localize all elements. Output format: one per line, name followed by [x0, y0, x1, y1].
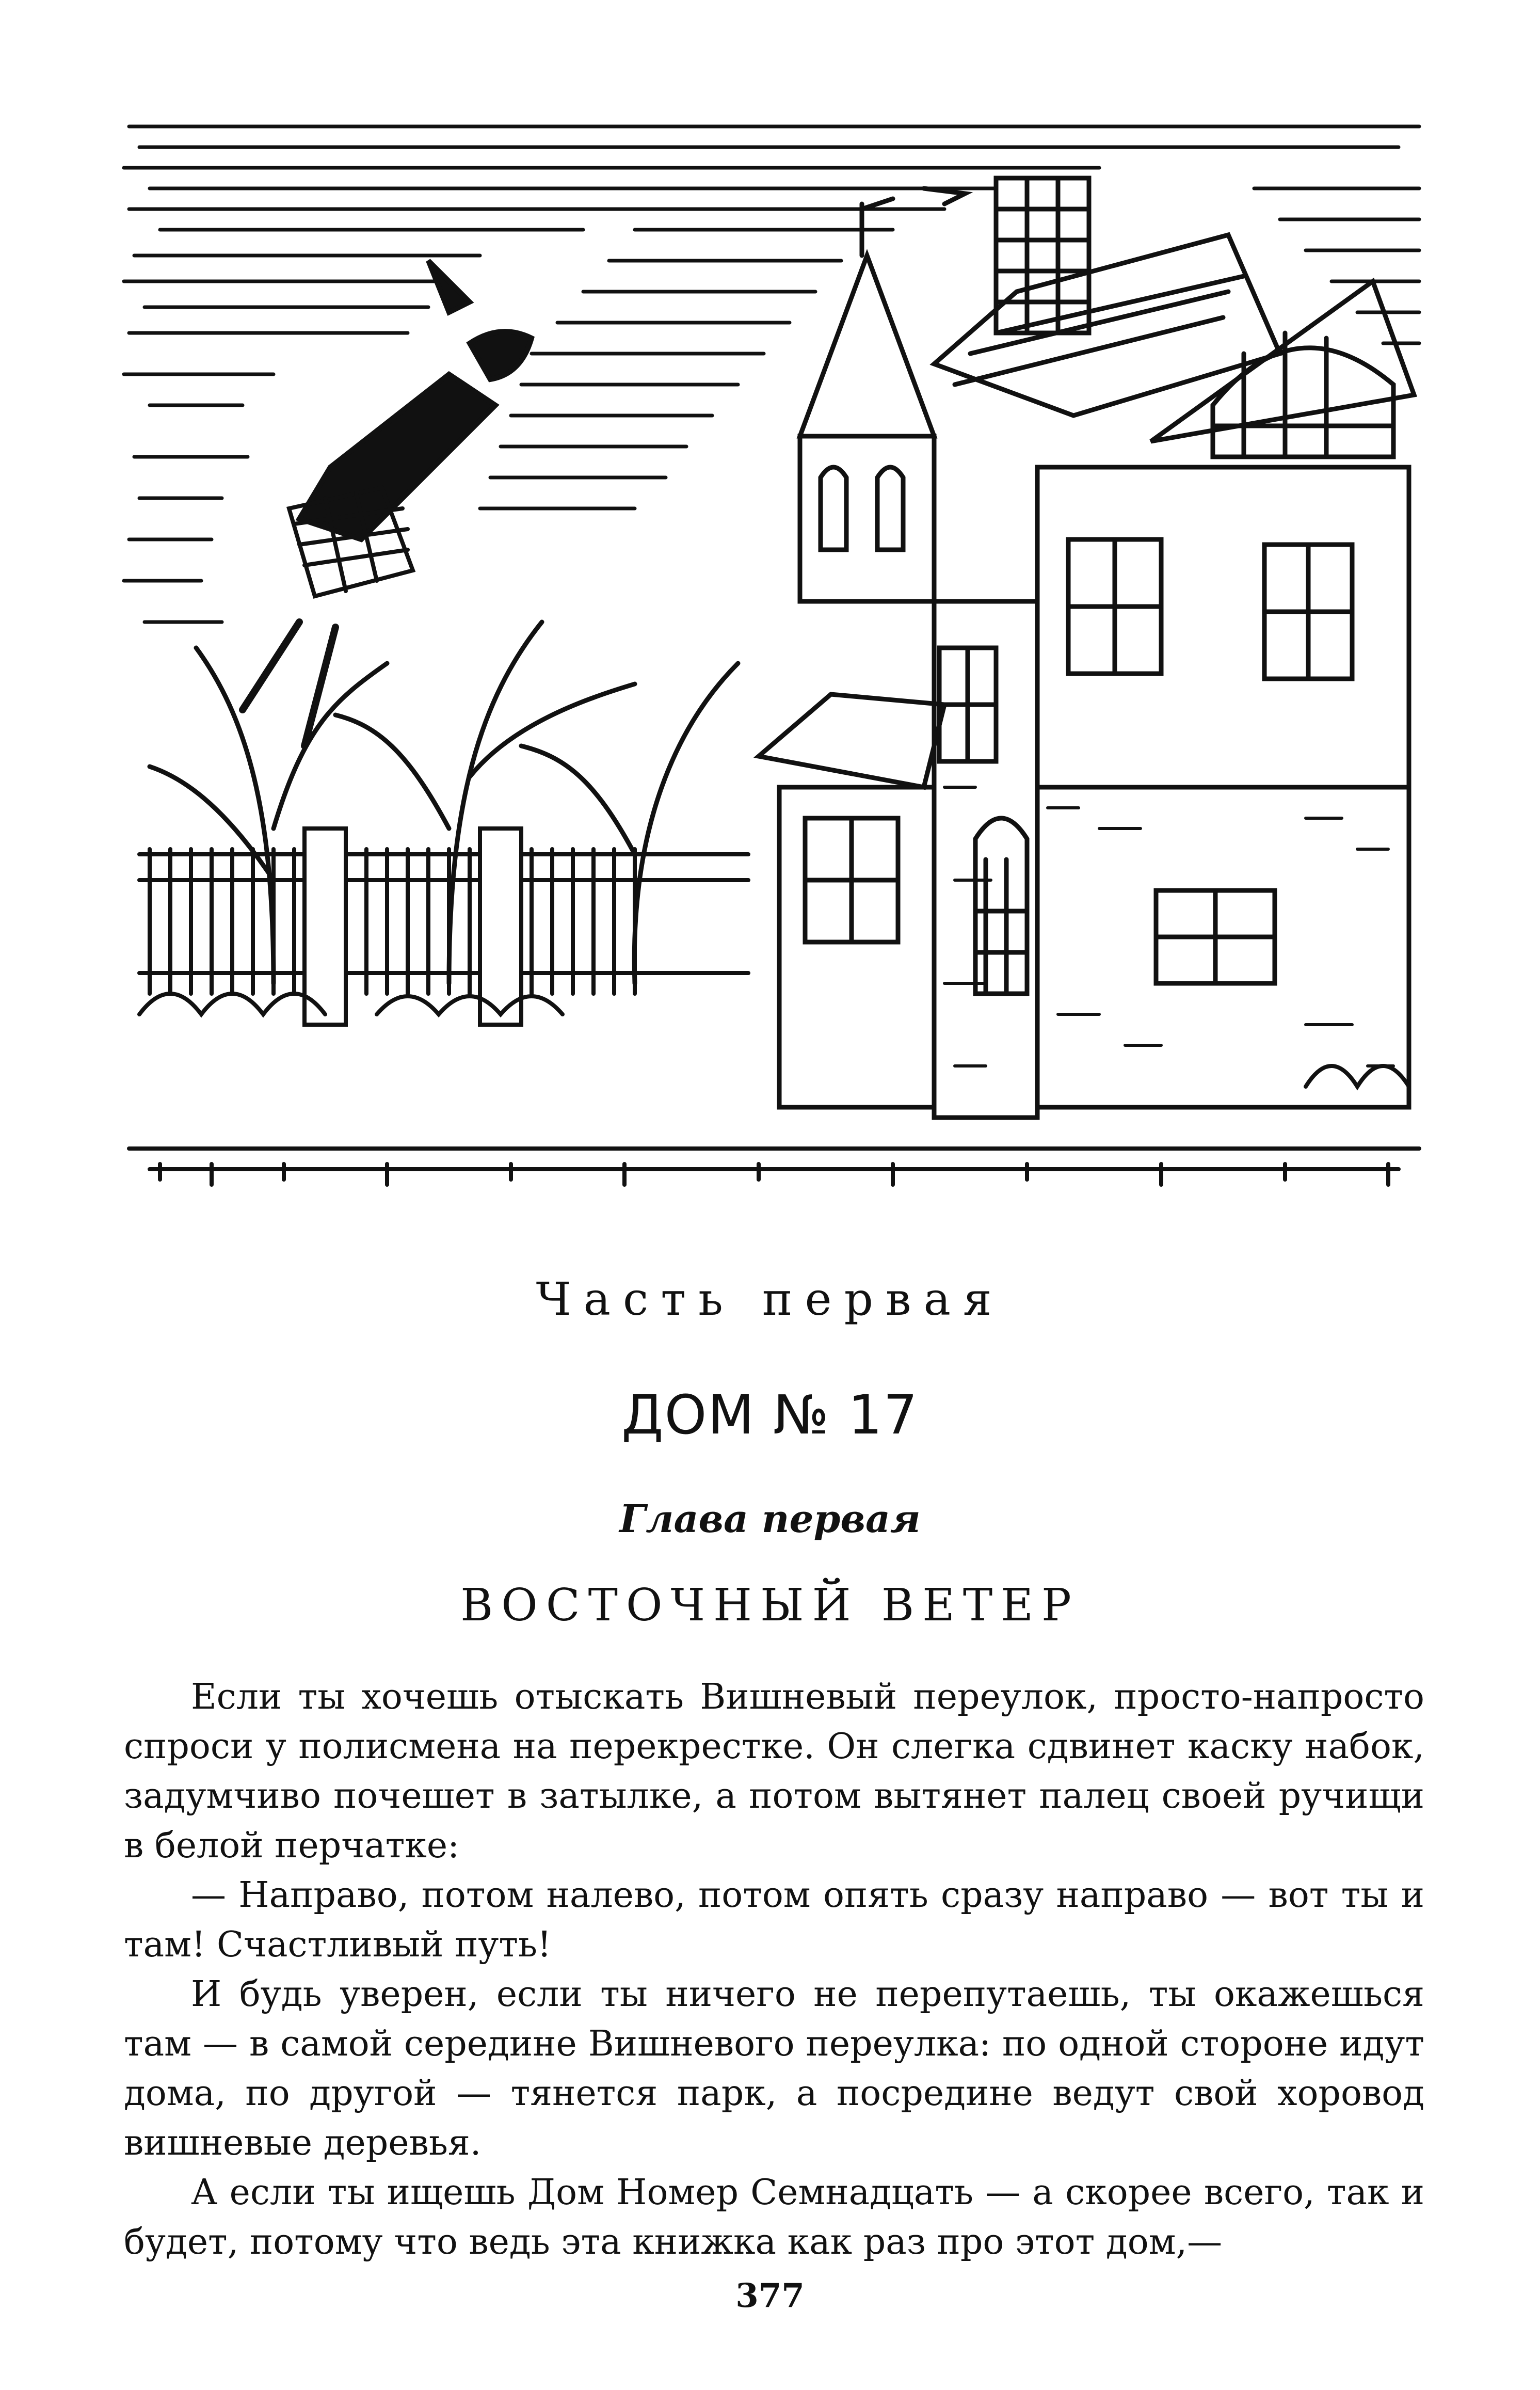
bare-trees [150, 622, 738, 983]
paragraph: Если ты хочешь отыскать Вишневый переулок, просто-напросто спроси у полисмена на перекрестке. Он слегка сдвинет каску набок, задумчиво почешет в затылке, а потом вытянет палец своей ручищи в белой перчатке: [124, 1677, 1424, 1866]
part-title: Часть первая [536, 1272, 1004, 1326]
chapter-title: ВОСТОЧНЫЙ ВЕТЕР [460, 1580, 1080, 1631]
chapter-label: Глава первая [619, 1497, 921, 1541]
stone-texture [944, 787, 1393, 1066]
page-number: 377 [735, 2276, 805, 2315]
book-title: ДОМ № 17 [621, 1383, 919, 1446]
house-illustration [119, 106, 1435, 1216]
illustration-drawing [119, 106, 1435, 1216]
paragraph: И будь уверен, если ты ничего не перепутаешь, ты окажешься там — в самой середине Вишневого переулка: по одной стороне идут дома, по другой — тянется парк, а посредине ведут свой хоровод вишневые деревья. [124, 1974, 1424, 2163]
paragraph: — Направо, потом налево, потом опять сразу направо — вот ты и там! Счастливый путь! [124, 1875, 1424, 1965]
body-text [124, 1672, 1424, 2267]
sky-hatching [124, 126, 1419, 622]
paragraph: А если ты ищешь Дом Номер Семнадцать — а скорее всего, так и будет, потому что ведь эта книжка как раз про этот дом,— [124, 2172, 1424, 2262]
house [759, 178, 1414, 1118]
